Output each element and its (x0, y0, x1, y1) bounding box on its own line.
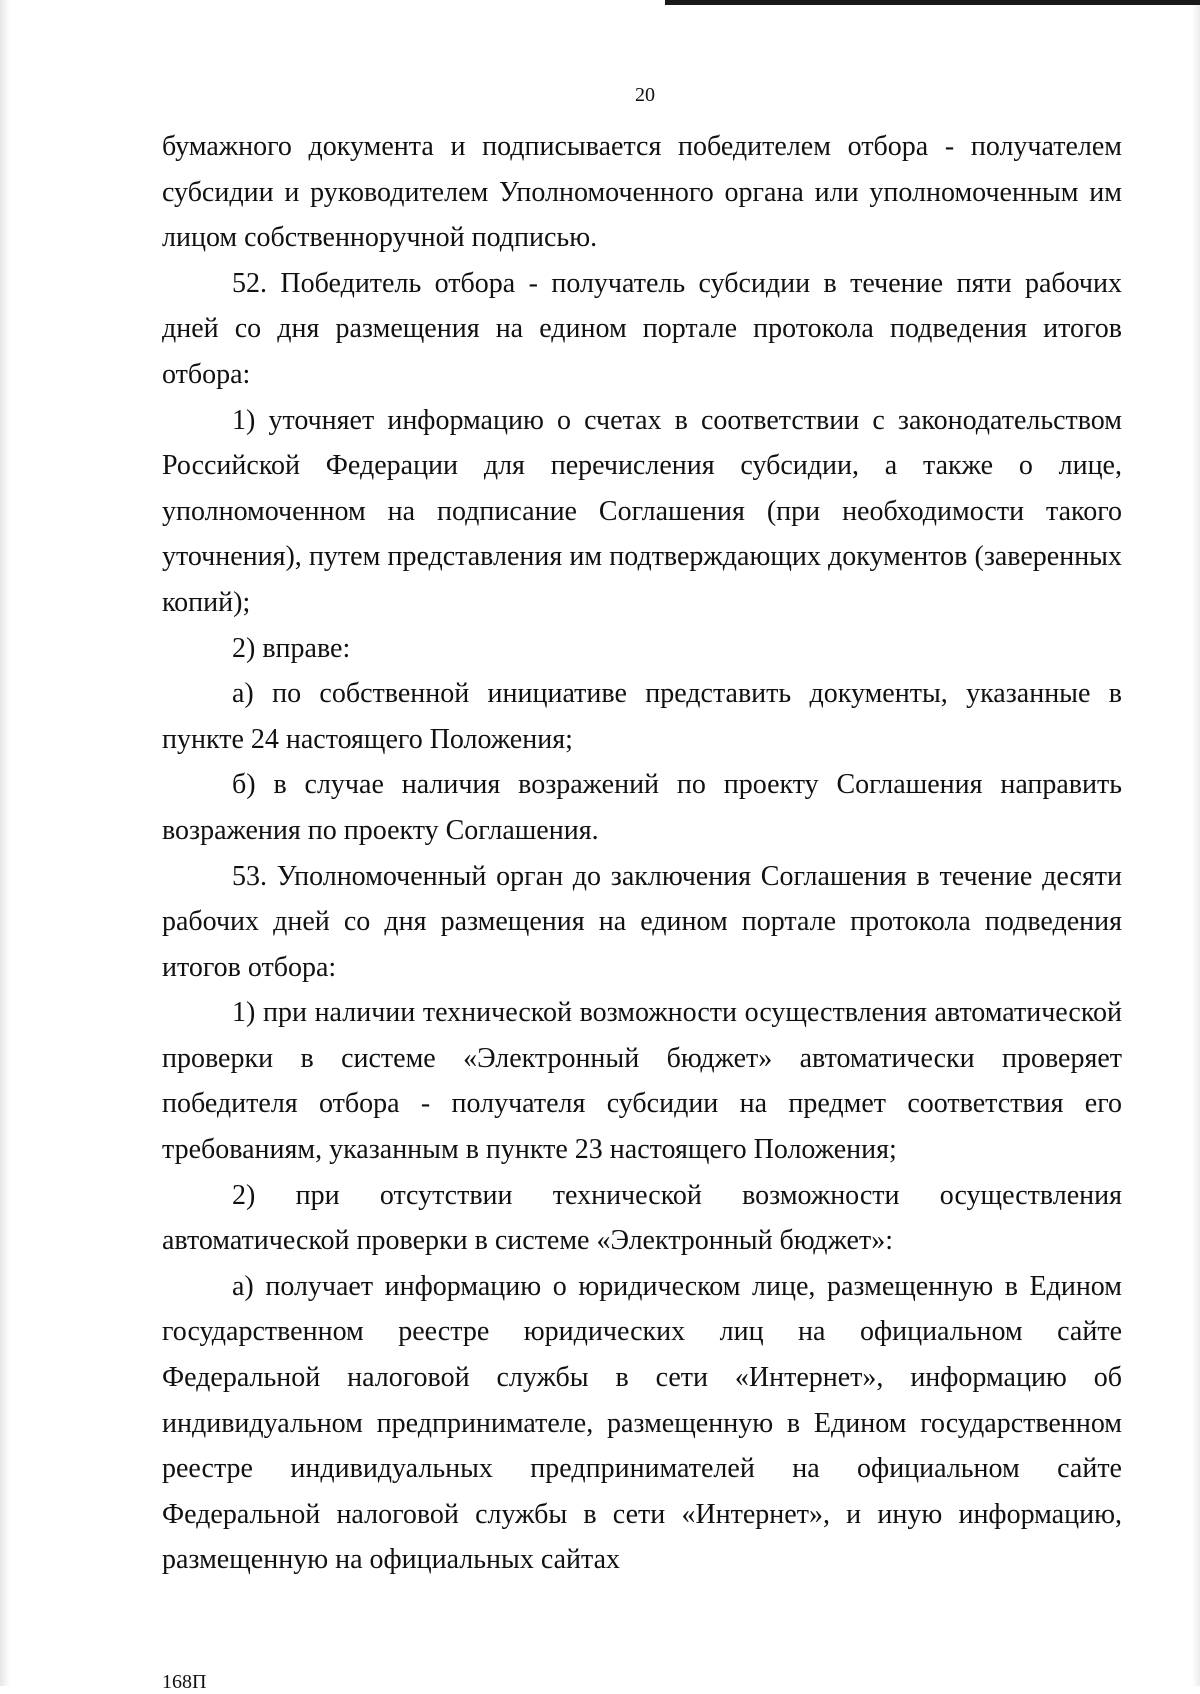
document-body (162, 124, 1122, 1583)
paragraph-53-2: 2) при отсутствии технической возможности осуществления автоматической проверки в системе «Электронный бюджет»: (162, 1179, 1122, 1257)
paragraph-52-1: 1) уточняет информацию о счетах в соответствии с законодательством Российской Федерации для перечисления субсидии, а также о лице, уполномоченном на подписание Соглашения (при необходимости такого уточнения), путем представления им подтверждающих документов (заверенных копий); (162, 404, 1122, 618)
paragraph-52-2-b: б) в случае наличия возражений по проекту Соглашения направить возражения по проекту Соглашения. (162, 769, 1122, 846)
scan-left-edge (0, 0, 10, 1686)
page-number: 20 (635, 84, 655, 106)
paragraph-53-1: 1) при наличии технической возможности осуществления автоматической проверки в системе «Электронный бюджет» автоматически проверяет победителя отбора - получателя субсидии на предмет соответствия его требованиям, указанным в пункте 23 настоящего Положения; (162, 997, 1122, 1166)
paragraph-53-2-a: а) получает информацию о юридическом лице, размещенную в Едином государственном реестре юридических лиц на официальном сайте Федеральной налоговой службы в сети «Интернет», информацию об индивидуальном предпринимателе, размещенную в Едином государственном реестре индивидуальных предпринимателей на официальном сайте Федеральной налоговой службы в сети «Интернет», и иную информацию, размещенную на официальных сайтах (162, 1270, 1122, 1576)
paragraph-item-53: 53. Уполномоченный орган до заключения Соглашения в течение десяти рабочих дней со дня размещения на едином портале протокола подведения итогов отбора: (162, 860, 1122, 983)
paragraph-item-52: 52. Победитель отбора - получатель субсидии в течение пяти рабочих дней со дня размещения на едином портале протокола подведения итогов отбора: (162, 267, 1122, 390)
paragraph-52-2: 2) вправе: (232, 632, 351, 664)
scan-right-edge (1192, 0, 1200, 1686)
paragraph-continuation: бумажного документа и подписывается победителем отбора - получателем субсидии и руководителем Уполномоченного органа или уполномоченным им лицом собственноручной подписью. (162, 131, 1122, 254)
footer-document-code: 168П (162, 1671, 207, 1693)
top-rule (665, 0, 1200, 5)
paragraph-52-2-a: а) по собственной инициативе представить документы, указанные в пункте 24 настоящего Положения; (162, 678, 1122, 755)
